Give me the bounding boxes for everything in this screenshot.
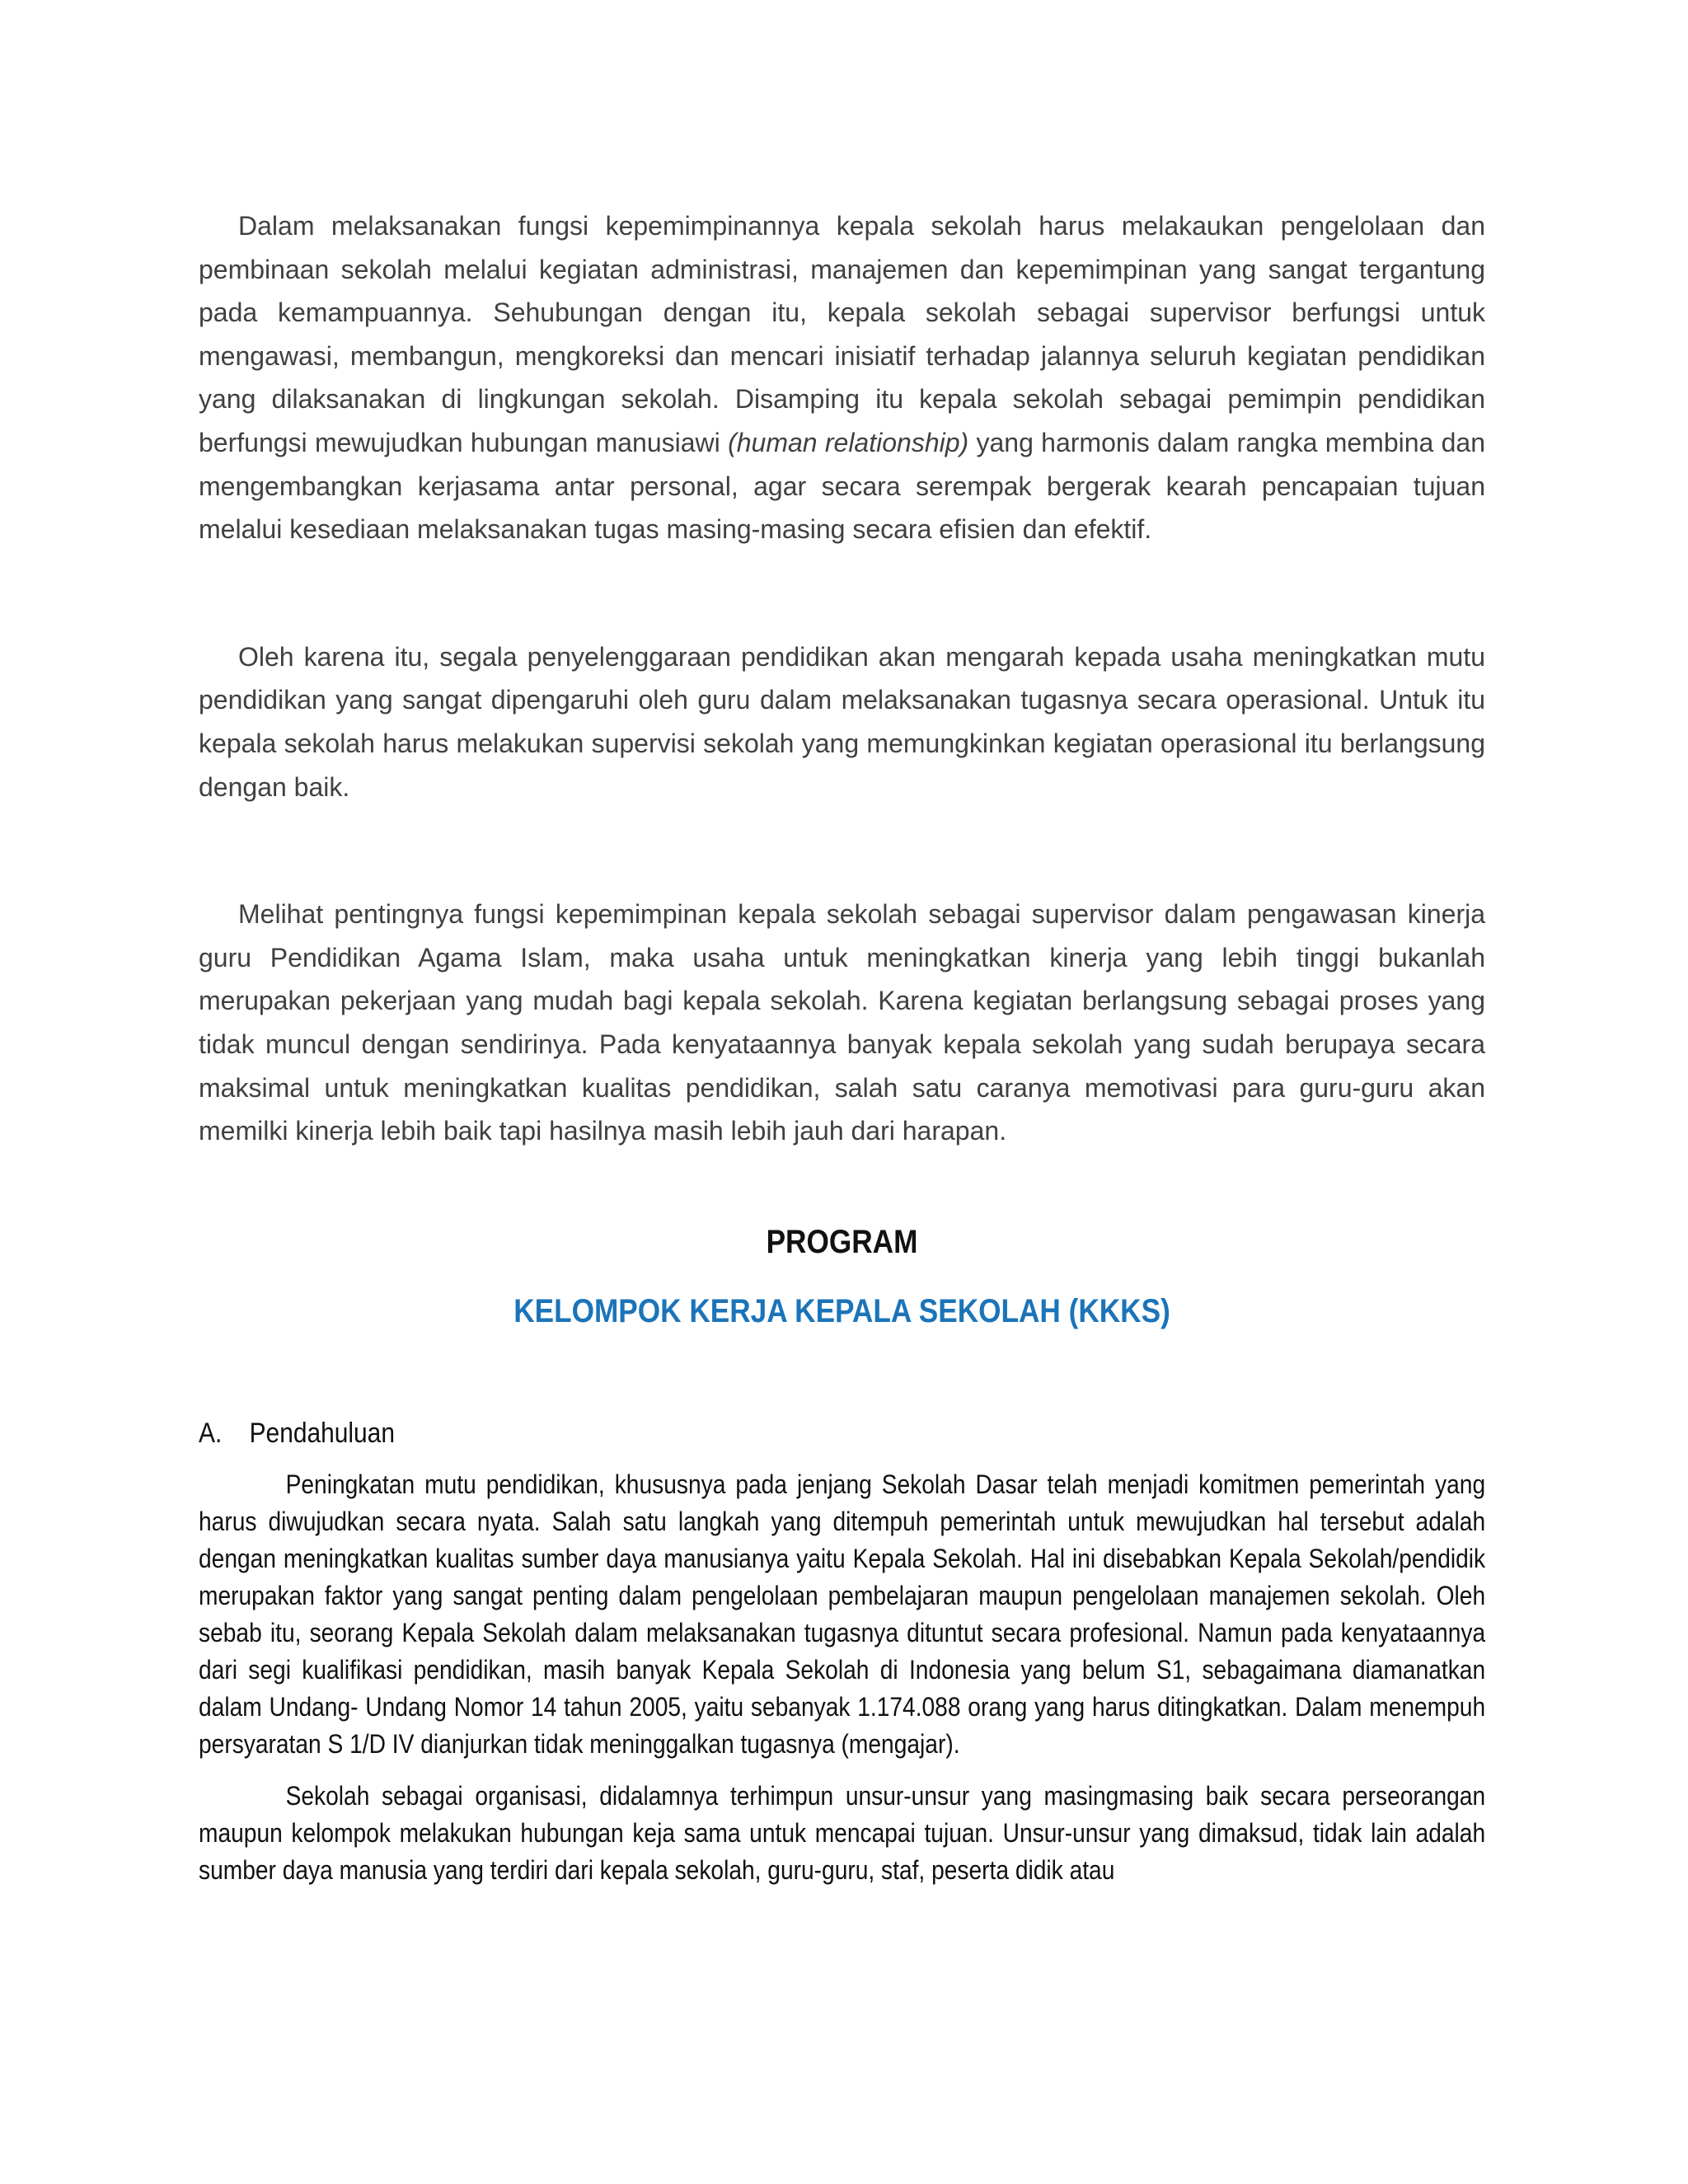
section-body: [199, 1466, 1485, 1889]
section-title: Pendahuluan: [249, 1417, 395, 1449]
paragraph-kepemimpinan-text: Dalam melaksanakan fungsi kepemimpinannya kepala sekolah harus melakaukan pengelolaan dan pembinaan sekolah melalui kegiatan administrasi, manajemen dan kepemimpinan yang sangat tergantung pada kemampuannya. Sehubungan dengan itu, kepala sekolah sebagai supervisor berfungsi untuk mengawasi, membangun, mengkoreksi dan mencari inisiatif terhadap jalannya seluruh kegiatan pendidikan yang dilaksanakan di lingkungan sekolah. Disamping itu kepala sekolah sebagai pemimpin pendidikan berfungsi mewujudkan hubungan manusiawi: [199, 211, 1485, 457]
program-subtitle: KELOMPOK KERJA KEPALA SEKOLAH (KKKS): [513, 1292, 1170, 1329]
paragraph-penyelenggaraan: Oleh karena itu, segala penyelenggaraan pendidikan akan mengarah kepada usaha meningkatkan mutu pendidikan yang sangat dipengaruhi oleh guru dalam melaksanakan tugasnya secara operasional. Untuk itu kepala sekolah harus melakukan supervisi sekolah yang memungkinkan kegiatan operasional itu berlangsung dengan baik.: [199, 641, 1485, 802]
paragraph-kepemimpinan: [199, 204, 1485, 551]
section-number: A.: [199, 1417, 223, 1449]
paragraph-peningkatan-mutu: Peningkatan mutu pendidikan, khususnya pada jenjang Sekolah Dasar telah menjadi komitmen pemerintah yang harus diwujudkan secara nyata. Salah satu langkah yang ditempuh pemerintah untuk mewujudkan hal tersebut adalah dengan meningkatkan kualitas sumber daya manusianya yaitu Kepala Sekolah. Hal ini disebabkan Kepala Sekolah/pendidik merupakan faktor yang sangat penting dalam pengelolaan pembelajaran maupun pengelolaan manajemen sekolah. Oleh sebab itu, seorang Kepala Sekolah dalam melaksanakan tugasnya dituntut secara profesional. Namun pada kenyataannya dari segi kualifikasi pendidikan, masih banyak Kepala Sekolah di Indonesia yang belum S1, sebagaimana diamanatkan dalam Undang- Undang Nomor 14 tahun 2005, yaitu sebanyak 1.174.088 orang yang harus ditingkatkan. Dalam menempuh persyaratan S 1/D IV dianjurkan tidak meninggalkan tugasnya (mengajar).: [199, 1469, 1486, 1759]
paragraph-kepemimpinan-text-end: yang harmonis dalam rangka membina dan mengembangkan kerjasama antar personal, agar secara serempak bergerak kearah pencapaian tujuan melalui kesediaan melaksanakan tugas masing-masing secara efisien dan efektif.: [199, 427, 1486, 545]
section-heading-pendahuluan: [199, 1415, 1331, 1451]
paragraph-kepemimpinan-italic: (human relationship): [728, 427, 969, 457]
paragraph-sekolah-organisasi: Sekolah sebagai organisasi, didalamnya terhimpun unsur-unsur yang masingmasing baik secara perseorangan maupun kelompok melakukan hubungan keja sama untuk mencapai tujuan. Unsur-unsur yang dimaksud, tidak lain adalah sumber daya manusia yang terdiri dari kepala sekolah, guru-guru, staf, peserta didik atau: [199, 1780, 1486, 1885]
page-content: [199, 204, 1485, 1889]
program-title: PROGRAM: [766, 1223, 918, 1260]
program-title-block: [199, 1221, 1485, 1333]
paragraph-pentingnya-fungsi: Melihat pentingnya fungsi kepemimpinan kepala sekolah sebagai supervisor dalam pengawasan kinerja guru Pendidikan Agama Islam, maka usaha untuk meningkatkan kinerja yang lebih tinggi bukanlah merupakan pekerjaan yang mudah bagi kepala sekolah. Karena kegiatan berlangsung sebagai proses yang tidak muncul dengan sendirinya. Pada kenyataannya banyak kepala sekolah yang sudah berupaya secara maksimal untuk meningkatkan kualitas pendidikan, salah satu caranya memotivasi para guru-guru akan memilki kinerja lebih baik tapi hasilnya masih lebih jauh dari harapan.: [199, 899, 1485, 1146]
